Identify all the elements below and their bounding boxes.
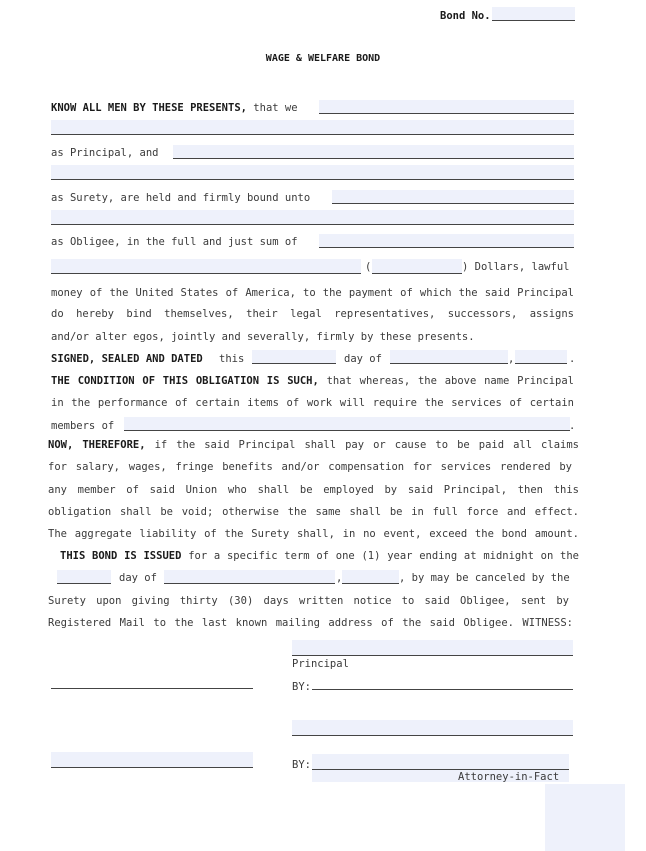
- seal-area[interactable]: [545, 784, 625, 851]
- now-therefore-line-2: for salary, wages, fringe benefits and/or compensation for services rendered by: [48, 461, 572, 473]
- principal-name-field[interactable]: [319, 100, 574, 114]
- sum-amount-field[interactable]: [372, 259, 462, 274]
- surety-name-field[interactable]: [173, 145, 574, 159]
- as-surety-text: as Surety, are held and firmly bound unto: [51, 192, 311, 204]
- open-paren: (: [365, 261, 372, 273]
- members-of-text: members of: [51, 420, 115, 432]
- by-label-2: BY:: [292, 759, 311, 771]
- members-period: .: [569, 420, 576, 432]
- document-title: WAGE & WELFARE BOND: [265, 53, 381, 64]
- as-obligee-text: as Obligee, in the full and just sum of: [51, 236, 298, 248]
- now-therefore-line-4: obligation shall be void; otherwise the same shall be in full force and effect.: [48, 506, 579, 518]
- principal-signature-field[interactable]: [292, 640, 573, 656]
- condition-line-1: THE CONDITION OF THIS OBLIGATION IS SUCH, that whereas, the above name Principal: [51, 375, 575, 387]
- end-day-of-text: day of: [119, 572, 157, 584]
- signed-day-field[interactable]: [252, 350, 336, 364]
- surety-name-field-2[interactable]: [51, 165, 574, 180]
- bond-number-label: Bond No.: [440, 10, 491, 22]
- signed-day-of-text: day of: [344, 353, 382, 365]
- intro-text: KNOW ALL MEN BY THESE PRESENTS, that we: [51, 102, 298, 114]
- body-line-3: and/or alter egos, jointly and severally, firmly by these presents.: [51, 331, 475, 343]
- by-label-1: BY:: [292, 681, 311, 693]
- signed-year-field[interactable]: [515, 350, 567, 364]
- issued-line-3: Surety upon giving thirty (30) days written notice to said Obligee, sent by: [48, 595, 569, 607]
- now-therefore-line-3: any member of said Union who shall be employed by said Principal, then this: [48, 484, 579, 496]
- obligee-name-field-2[interactable]: [51, 210, 574, 225]
- end-month-field[interactable]: [164, 570, 335, 584]
- signed-period: .: [569, 353, 576, 365]
- bond-number-field[interactable]: [492, 7, 575, 21]
- signed-this-text: this: [219, 353, 245, 365]
- signed-month-field[interactable]: [390, 350, 508, 364]
- as-principal-text: as Principal, and: [51, 147, 159, 159]
- condition-line-2: in the performance of certain items of work will require the services of certain: [51, 397, 574, 409]
- signed-comma: ,: [508, 353, 515, 365]
- end-day-field[interactable]: [57, 570, 111, 584]
- surety-signature-field[interactable]: [292, 720, 573, 736]
- surety-by-line[interactable]: [312, 754, 569, 770]
- now-therefore-line-5: The aggregate liability of the Surety shall, in no event, exceed the bond amount.: [48, 528, 579, 540]
- union-name-field[interactable]: [124, 417, 570, 431]
- now-therefore-line-1: NOW, THEREFORE, if the said Principal shall pay or cause to be paid all claims: [48, 439, 579, 451]
- principal-by-line[interactable]: [312, 689, 573, 690]
- issued-line-4: Registered Mail to the last known mailing address of the said Obligee. WITNESS:: [48, 617, 573, 629]
- attorney-in-fact-label: Attorney-in-Fact: [458, 771, 560, 783]
- sum-words-field-2[interactable]: [51, 259, 361, 274]
- issued-tail-text: , by may be canceled by the: [399, 572, 570, 584]
- sum-words-field[interactable]: [319, 234, 574, 248]
- obligee-name-field[interactable]: [332, 190, 574, 204]
- signed-sealed-label: SIGNED, SEALED AND DATED: [51, 353, 203, 365]
- body-line-1: money of the United States of America, to the payment of which the said Principal: [51, 287, 574, 299]
- principal-name-field-2[interactable]: [51, 120, 574, 135]
- principal-label: Principal: [292, 658, 349, 670]
- witness-signature-line-1[interactable]: [51, 688, 253, 689]
- issued-line-1: THIS BOND IS ISSUED for a specific term of one (1) year ending at midnight on the: [60, 550, 580, 562]
- end-year-field[interactable]: [342, 570, 399, 584]
- witness-signature-line-2[interactable]: [51, 752, 253, 768]
- dollars-lawful-text: ) Dollars, lawful: [462, 261, 570, 273]
- end-comma: ,: [336, 572, 343, 584]
- body-line-2: do hereby bind themselves, their legal representatives, successors, assigns: [51, 308, 574, 320]
